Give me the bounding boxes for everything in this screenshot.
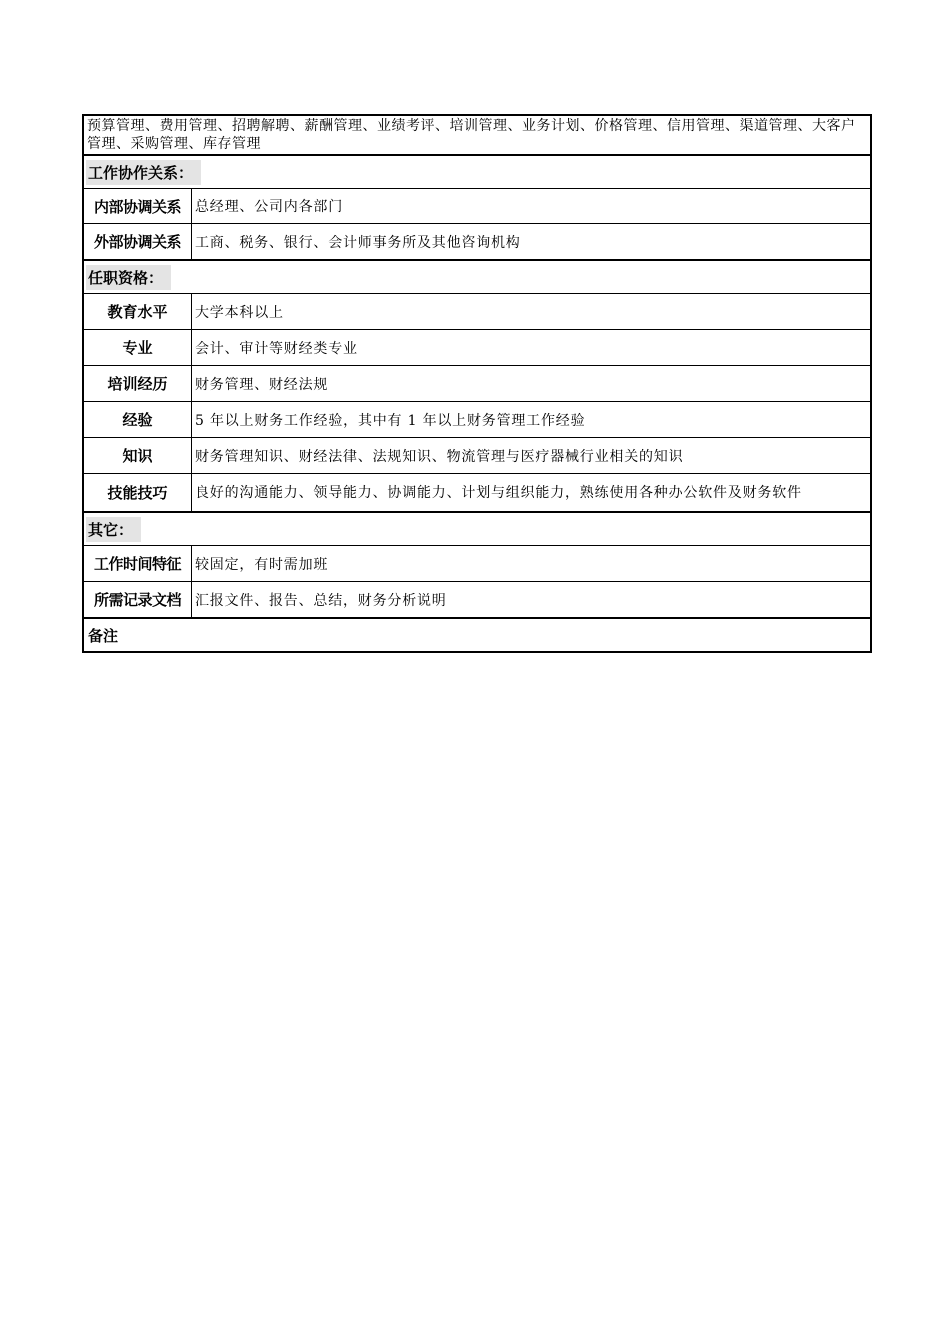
internal-relation-row <box>84 188 870 223</box>
training-row <box>84 365 870 401</box>
qualification-section-header <box>84 259 870 293</box>
knowledge-value: 财务管理知识、财经法律、法规知识、物流管理与医疗器械行业相关的知识 <box>195 448 684 465</box>
records-row <box>84 581 870 617</box>
collaboration-section-header <box>84 154 870 188</box>
experience-label: 经验 <box>84 402 192 437</box>
job-description-table <box>82 114 872 653</box>
major-row <box>84 329 870 365</box>
records-label: 所需记录文档 <box>84 582 192 617</box>
experience-value: 5 年以上财务工作经验，其中有 1 年以上财务管理工作经验 <box>195 412 586 429</box>
experience-row <box>84 401 870 437</box>
work-time-row <box>84 545 870 581</box>
knowledge-label: 知识 <box>84 438 192 473</box>
other-section-header <box>84 511 870 545</box>
responsibility-row <box>84 116 870 154</box>
major-label: 专业 <box>84 330 192 365</box>
other-section-title: 其它： <box>86 517 141 542</box>
external-relation-row <box>84 223 870 259</box>
education-row <box>84 293 870 329</box>
skills-value: 良好的沟通能力、领导能力、协调能力、计划与组织能力，熟练使用各种办公软件及财务软件 <box>195 484 802 501</box>
education-label: 教育水平 <box>84 294 192 329</box>
knowledge-row <box>84 437 870 473</box>
qualification-section-title: 任职资格： <box>86 265 171 290</box>
remarks-row <box>84 617 870 651</box>
internal-relation-label: 内部协调关系 <box>84 189 192 223</box>
records-value: 汇报文件、报告、总结，财务分析说明 <box>195 592 447 609</box>
responsibility-text: 预算管理、费用管理、招聘解聘、薪酬管理、业绩考评、培训管理、业务计划、价格管理、信用管理、渠道管理、大客户管理、采购管理、库存管理 <box>87 118 856 152</box>
external-relation-value: 工商、税务、银行、会计师事务所及其他咨询机构 <box>195 234 521 251</box>
education-value: 大学本科以上 <box>195 304 284 321</box>
external-relation-label: 外部协调关系 <box>84 224 192 259</box>
work-time-value: 较固定，有时需加班 <box>195 556 329 573</box>
skills-row <box>84 473 870 511</box>
work-time-label: 工作时间特征 <box>84 546 192 581</box>
internal-relation-value: 总经理、公司内各部门 <box>195 199 343 215</box>
collaboration-section-title: 工作协作关系： <box>86 160 201 185</box>
skills-label: 技能技巧 <box>84 474 192 511</box>
major-value: 会计、审计等财经类专业 <box>195 340 358 357</box>
training-value: 财务管理、财经法规 <box>195 376 329 393</box>
remarks-label: 备注 <box>88 626 119 645</box>
training-label: 培训经历 <box>84 366 192 401</box>
